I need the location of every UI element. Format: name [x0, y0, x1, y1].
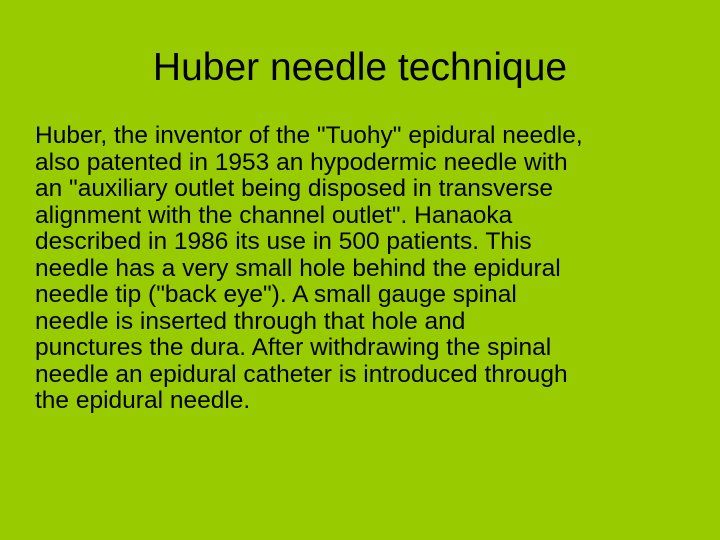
body-line: needle has a very small hole behind the epidural — [35, 254, 561, 282]
body-line: punctures the dura. After withdrawing the spinal — [35, 334, 552, 361]
body-line: also patented in 1953 an hypodermic needle with — [35, 148, 568, 176]
slide-body-text — [35, 123, 675, 415]
body-line: needle tip ("back eye"). A small gauge spinal — [35, 281, 517, 308]
body-line: needle is inserted through that hole and — [35, 307, 466, 335]
body-line: an "auxiliary outlet being disposed in transverse — [35, 175, 554, 202]
body-line: needle an epidural catheter is introduced through — [35, 360, 568, 388]
body-line: Huber, the inventor of the "Tuohy" epidural needle, — [35, 122, 583, 149]
body-line: alignment with the channel outlet". Hanaoka — [35, 201, 513, 229]
body-line: described in 1986 its use in 500 patients. This — [35, 228, 532, 255]
slide-title: Huber needle technique — [152, 46, 568, 89]
body-line: the epidural needle. — [35, 387, 251, 414]
